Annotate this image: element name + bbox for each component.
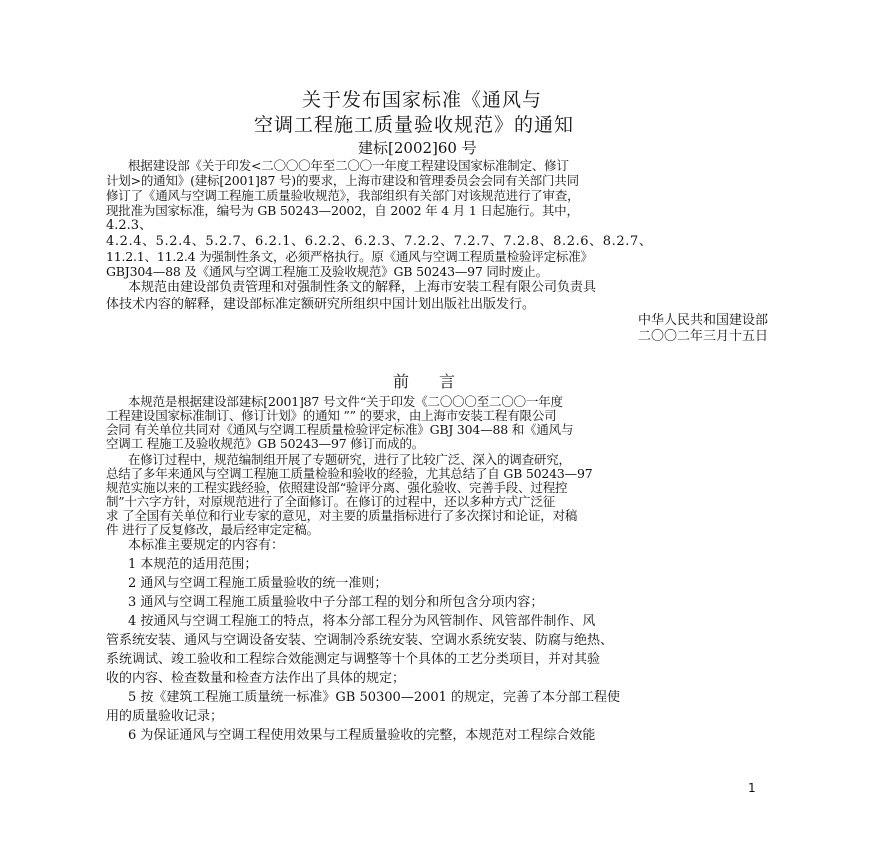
preface-body-line: 3 通风与空调工程施工质量验收中子分部工程的划分和所包含分项内容； — [128, 595, 544, 610]
notice-body-line: GBJ304—88 及《通风与空调工程施工及验收规范》GB 50243—97 同时废止。 — [106, 264, 548, 279]
preface-body-line: 2 通风与空调工程施工质量验收的统一准则； — [128, 576, 388, 591]
notice-body-line: 修订了《通风与空调工程施工质量验收规范》，我部组织有关部门对该规范进行了审查， — [106, 188, 580, 203]
preface-heading: 前言 — [393, 372, 486, 391]
preface-body-line: 制”十六字方针，对原规范进行了全面修订。在修订的过程中，还以多种方式广泛征 — [106, 494, 555, 509]
preface-body-line: 收的内容、检查数量和检查方法作出了具体的规定； — [106, 671, 406, 686]
preface-body-line: 工程建设国家标准制订、修订计划》的通知 ”” 的要求，由上海市安装工程有限公司 — [106, 408, 557, 423]
preface-body-line: 系统调试、竣工验收和工程综合效能测定与调整等十个具体的工艺分类项目，并对其验 — [106, 652, 601, 667]
notice-body-line: 4.2.3、 — [106, 218, 153, 233]
preface-body-line: 求 了全国有关单位和行业专家的意见，对主要的质量指标进行了多次探讨和论证，对稿 — [106, 508, 578, 523]
preface-body-line: 1 本规范的适用范围； — [128, 557, 258, 572]
notice-body-line: 根据建设部《关于印发<二〇〇〇年至二〇〇一年度工程建设国家标准制定、修订 — [128, 158, 569, 173]
notice-body-line: 本规范由建设部负责管理和对强制性条文的解释，上海市安装工程有限公司负责具 — [128, 280, 597, 295]
preface-body-line: 件 进行了反复修改，最后经审定定稿。 — [106, 522, 319, 537]
notice-signature-date: 二〇〇二年三月十五日 — [637, 329, 768, 344]
preface-body-line: 管系统安装、通风与空调设备安装、空调制冷系统安装、空调水系统安装、防腐与绝热、 — [106, 633, 614, 648]
notice-body-line: 计划>的通知》(建标[2001]87 号)的要求，上海市建设和管理委员会会同有关部门共同 — [106, 173, 579, 188]
preface-body-line: 本标准主要规定的内容有： — [128, 538, 285, 553]
preface-body-line: 空调工 程施工及验收规范》GB 50243—97 修订而成的。 — [106, 436, 425, 451]
notice-title-line-2: 空调工程施工质量验收规范》的通知 — [254, 114, 575, 136]
preface-body-line: 5 按《建筑工程施工质量统一标准》GB 50300—2001 的规定，完善了本分部工程使 — [128, 690, 621, 705]
preface-body-line: 用的质量验收记录； — [106, 709, 224, 724]
preface-body-line: 4 按通风与空调工程施工的特点，将本分部工程分为风管制作、风管部件制作、风 — [128, 614, 596, 629]
notice-body-line: 现批准为国家标准，编号为 GB 50243—2002，自 2002 年 4 月 1 日起施行。其中， — [106, 203, 579, 218]
notice-signature-org: 中华人民共和国建设部 — [637, 313, 768, 328]
preface-body-line: 规范实施以来的工程实践经验，依照建设部“验评分离、强化验收、完善手段、过程控 — [106, 480, 568, 495]
preface-body-line: 6 为保证通风与空调工程使用效果与工程质量验收的完整，本规范对工程综合效能 — [128, 728, 596, 743]
notice-body-line: 11.2.1、11.2.4 为强制性条文，必须严格执行。原《通风与空调工程质量检验评定标准》 — [106, 249, 593, 264]
preface-body-line: 在修订过程中，规范编制组开展了专题研究，进行了比较广泛、深入的调查研究， — [128, 452, 571, 467]
preface-body-line: 会同 有关单位共同对《通风与空调工程质量检验评定标准》GBJ 304—88 和《通风与 — [106, 422, 574, 437]
notice-body-line: 4.2.4、5.2.4、5.2.7、6.2.1、6.2.2、6.2.3、7.2.2、7.2.7、7.2.8、8.2.6、8.2.7、 — [106, 234, 653, 249]
page-number: 1 — [748, 781, 756, 795]
notice-body-line: 体技术内容的解释，建设部标准定额研究所组织中国计划出版社出版发行。 — [106, 297, 536, 312]
preface-body-line: 总结了多年来通风与空调工程施工质量检验和验收的经验，尤其总结了自 GB 50243—97 — [106, 466, 593, 481]
notice-doc-number: 建标[2002]60 号 — [358, 139, 477, 157]
preface-body-line: 本规范是根据建设部建标[2001]87 号文件“关于印发《二〇〇〇至二〇〇一年度 — [128, 394, 563, 409]
notice-title-line-1: 关于发布国家标准《通风与 — [302, 89, 543, 111]
